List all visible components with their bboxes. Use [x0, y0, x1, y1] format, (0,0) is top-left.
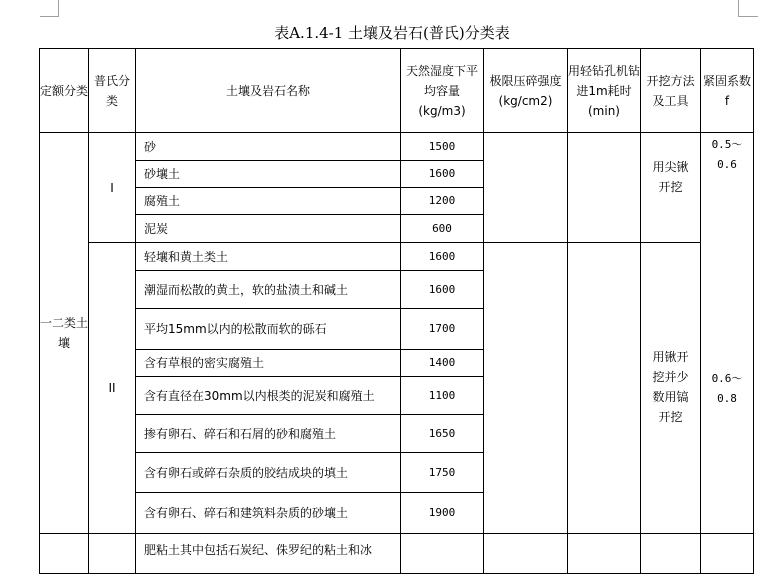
header-strength: 极限压碎强度(kg/cm2)	[484, 49, 568, 133]
coef-class-2: 0.6～0.8	[711, 372, 743, 405]
soil-name: 含有直径在30mm以内根类的泥炭和腐殖土	[136, 377, 401, 415]
coef-cell	[701, 133, 754, 534]
header-row	[40, 49, 754, 133]
page-corner-mark-left	[40, 16, 59, 17]
density: 1600	[401, 271, 484, 309]
header-method: 开挖方法及工具	[641, 49, 701, 133]
pu-class-2: II	[89, 243, 136, 534]
density: 1750	[401, 453, 484, 493]
table-title: 表A.1.4-1 土壤及岩石(普氏)分类表	[274, 24, 510, 42]
coef-cell	[701, 534, 754, 574]
header-pu: 普氏分类	[89, 49, 136, 133]
pu-cell	[89, 534, 136, 574]
density: 1400	[401, 350, 484, 377]
soil-classification-table	[39, 48, 754, 574]
strength-cell	[484, 534, 568, 574]
soil-name: 平均15mm以内的松散而软的砾石	[136, 309, 401, 350]
density: 1600	[401, 161, 484, 188]
pu-class-1: I	[89, 133, 136, 243]
table-row	[40, 243, 754, 271]
page-corner-mark-left	[58, 0, 59, 16]
soil-name: 泥炭	[136, 215, 401, 243]
soil-name: 轻壤和黄土类土	[136, 243, 401, 271]
quota-class: 一二类土壤	[40, 133, 89, 534]
soil-name: 含有卵石、碎石和建筑料杂质的砂壤土	[136, 493, 401, 534]
header-density: 天然湿度下平均容量(kg/m3)	[401, 49, 484, 133]
header-drill: 用轻钻孔机钻进1m耗时(min)	[568, 49, 641, 133]
density: 1600	[401, 243, 484, 271]
method-cell	[641, 534, 701, 574]
table-row-partial	[40, 534, 754, 574]
soil-name: 腐殖土	[136, 188, 401, 215]
table-row	[40, 133, 754, 161]
page-corner-mark-right	[738, 16, 758, 17]
soil-name: 肥粘土其中包括石炭纪、侏罗纪的粘土和冰	[136, 534, 401, 574]
header-quota: 定额分类	[40, 49, 89, 133]
header-name: 土壤及岩石名称	[136, 49, 401, 133]
density: 1100	[401, 377, 484, 415]
drill-cell	[568, 534, 641, 574]
drill-cell	[568, 133, 641, 243]
strength-cell	[484, 133, 568, 243]
drill-cell	[568, 243, 641, 534]
density: 1200	[401, 188, 484, 215]
density: 1650	[401, 415, 484, 453]
quota-cell	[40, 534, 89, 574]
soil-name: 砂壤土	[136, 161, 401, 188]
strength-cell	[484, 243, 568, 534]
method-class-1: 用尖锹开挖	[641, 133, 701, 243]
density: 1500	[401, 133, 484, 161]
soil-name: 潮湿而松散的黄土，软的盐渍土和碱土	[136, 271, 401, 309]
density	[401, 534, 484, 574]
coef-class-1: 0.5～0.6	[711, 138, 743, 171]
method-class-2: 用锹开挖并少数用镐开挖	[641, 243, 701, 534]
soil-name: 砂	[136, 133, 401, 161]
soil-name: 含有草根的密实腐殖土	[136, 350, 401, 377]
density: 600	[401, 215, 484, 243]
soil-name: 含有卵石或碎石杂质的胶结成块的填土	[136, 453, 401, 493]
density: 1900	[401, 493, 484, 534]
density: 1700	[401, 309, 484, 350]
page-corner-mark-right	[738, 0, 739, 16]
header-coef: 紧固系数f	[701, 49, 754, 133]
soil-name: 掺有卵石、碎石和石屑的砂和腐殖土	[136, 415, 401, 453]
